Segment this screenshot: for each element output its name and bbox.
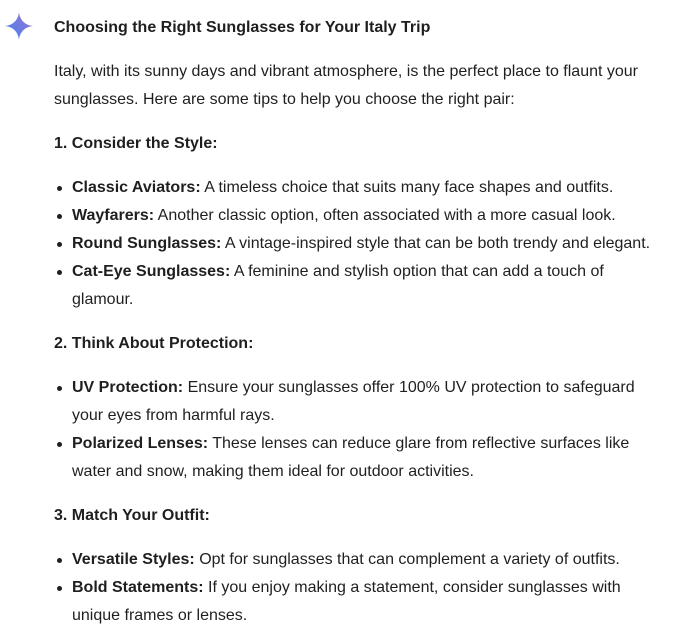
intro-paragraph: Italy, with its sunny days and vibrant atmosphere, is the perfect place to flaunt your sunglasses. Here are some tips to help you choose the right pair: bbox=[54, 63, 639, 108]
list-item-term: Round Sunglasses: bbox=[72, 235, 222, 252]
gemini-sparkle-icon bbox=[3, 10, 35, 42]
list-item bbox=[72, 174, 668, 202]
list-item bbox=[72, 230, 668, 258]
list-item-text: Opt for sunglasses that can complement a variety of outfits. bbox=[194, 551, 620, 568]
list-item-term: UV Protection: bbox=[72, 379, 184, 396]
outfit-tips-list bbox=[54, 546, 668, 630]
list-item bbox=[72, 258, 668, 314]
list-item bbox=[72, 374, 668, 430]
section-heading-outfit: 3. Match Your Outfit: bbox=[54, 507, 210, 524]
list-item bbox=[72, 430, 668, 486]
list-item bbox=[72, 574, 668, 630]
list-item-text: These lenses can reduce glare from reflective surfaces like water and snow, making them ideal for outdoor activities. bbox=[72, 435, 630, 480]
list-item-term: Classic Aviators: bbox=[72, 179, 201, 196]
list-item-term: Polarized Lenses: bbox=[72, 435, 209, 452]
section-heading-style: 1. Consider the Style: bbox=[54, 135, 218, 152]
protection-tips-list bbox=[54, 374, 668, 486]
list-item-term: Cat-Eye Sunglasses: bbox=[72, 263, 231, 280]
list-item-term: Bold Statements: bbox=[72, 579, 204, 596]
list-item-text: Ensure your sunglasses offer 100% UV protection to safeguard your eyes from harmful rays. bbox=[72, 379, 635, 424]
response-title: Choosing the Right Sunglasses for Your Italy Trip bbox=[54, 19, 431, 36]
list-item-text: A feminine and stylish option that can add a touch of glamour. bbox=[72, 263, 604, 308]
style-tips-list bbox=[54, 174, 668, 314]
section-heading-protection: 2. Think About Protection: bbox=[54, 335, 254, 352]
list-item-text: A vintage-inspired style that can be both trendy and elegant. bbox=[221, 235, 651, 252]
list-item-term: Wayfarers: bbox=[72, 207, 155, 224]
response-body bbox=[54, 14, 668, 630]
list-item-text: Another classic option, often associated with a more casual look. bbox=[154, 207, 616, 224]
list-item-text: A timeless choice that suits many face shapes and outfits. bbox=[200, 179, 614, 196]
list-item bbox=[72, 202, 668, 230]
list-item bbox=[72, 546, 668, 574]
list-item-text: If you enjoy making a statement, consider sunglasses with unique frames or lenses. bbox=[72, 579, 621, 624]
list-item-term: Versatile Styles: bbox=[72, 551, 195, 568]
